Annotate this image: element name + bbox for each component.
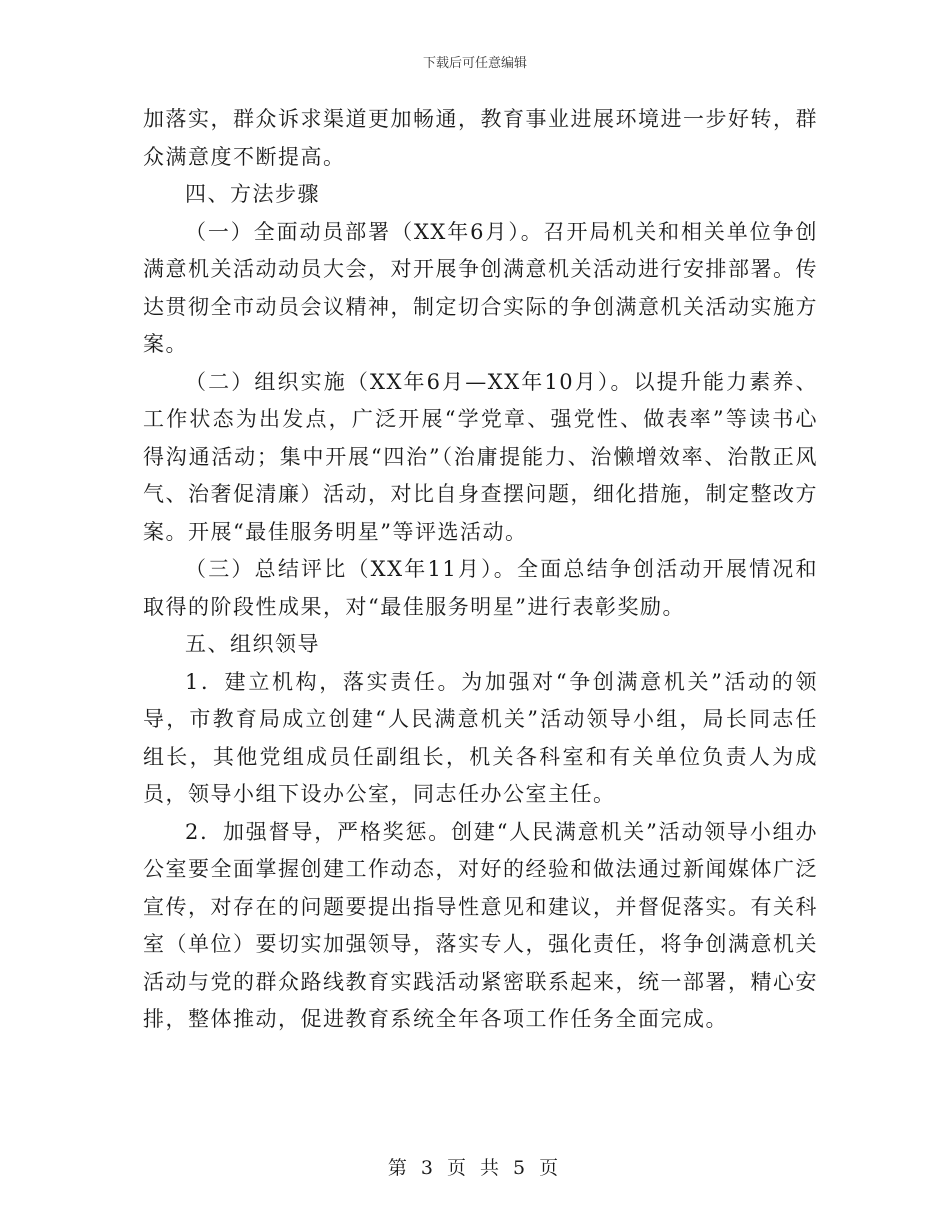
paragraph-continuation: 加落实，群众诉求渠道更加畅通，教育事业进展环境进一步好转，群众满意度不断提高。 [143,107,818,169]
paragraph-step-3: （三）总结评比（XX年11月）。全面总结争创活动开展情况和取得的阶段性成果，对“最佳服务明星”进行表彰奖励。 [143,557,818,619]
document-body [143,101,818,1039]
section-heading-methods: 四、方法步骤 [185,182,320,206]
page-header: 下载后可任意编辑 [422,56,527,71]
paragraph-step-2: （二）组织实施（XX年6月—XX年10月）。以提升能力素养、工作状态为出发点，广泛开展“学党章、强党性、做表率”等读书心得沟通活动；集中开展“四治”（治庸提能力、治懒增效率、治散正风气、治奢促清廉）活动，对比自身查摆问题，细化措施，制定整改方案。开展“最佳服务明星”等评选活动。 [143,369,818,544]
page-footer: 第 3 页 共 5 页 [387,1157,563,1179]
paragraph-leadership-2: 2．加强督导，严格奖惩。创建“人民满意机关”活动领导小组办公室要全面掌握创建工作动态，对好的经验和做法通过新闻媒体广泛宣传，对存在的问题要提出指导性意见和建议，并督促落实。有关科室（单位）要切实加强领导，落实专人，强化责任，将争创满意机关活动与党的群众路线教育实践活动紧密联系起来，统一部署，精心安排，整体推动，促进教育系统全年各项工作任务全面完成。 [143,819,818,1031]
paragraph-step-1: （一）全面动员部署（XX年6月）。召开局机关和相关单位争创满意机关活动动员大会，对开展争创满意机关活动进行安排部署。传达贯彻全市动员会议精神，制定切合实际的争创满意机关活动实施方案。 [143,219,818,356]
paragraph-leadership-1: 1．建立机构，落实责任。为加强对“争创满意机关”活动的领导，市教育局成立创建“人民满意机关”活动领导小组，局长同志任组长，其他党组成员任副组长，机关各科室和有关单位负责人为成员，领导小组下设办公室，同志任办公室主任。 [143,669,818,806]
section-heading-leadership: 五、组织领导 [185,632,320,656]
